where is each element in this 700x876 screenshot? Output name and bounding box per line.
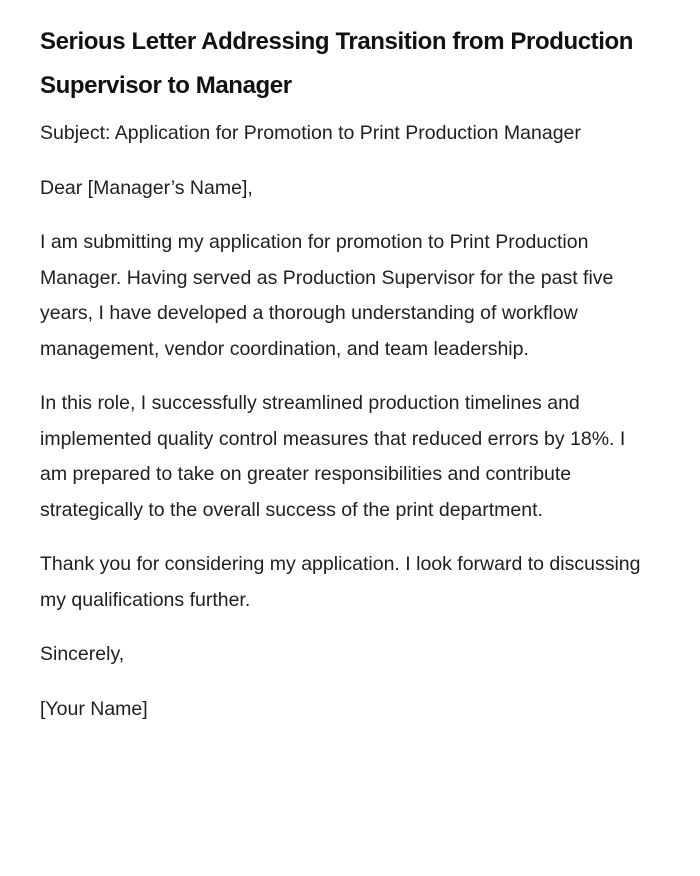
- letter-subject: Subject: Application for Promotion to Print Production Manager: [40, 122, 581, 144]
- letter-paragraph-thanks: Thank you for considering my application. I look forward to discussing my qualifications further.: [40, 553, 641, 611]
- letter-signature: [Your Name]: [40, 697, 148, 720]
- letter-salutation: Dear [Manager’s Name],: [40, 176, 253, 199]
- letter-paragraph-achievements: In this role, I successfully streamlined production timelines and implemented quality control measures that reduced errors by 18%. I am prepared to take on greater responsibilities and contribute strategically to the overall success of the print department.: [40, 392, 626, 521]
- letter-document: [40, 20, 650, 746]
- letter-paragraph-intro: I am submitting my application for promotion to Print Production Manager. Having served as Production Supervisor for the past five years, I have developed a thorough understanding of workflow management, vendor coordination, and team leadership.: [40, 231, 614, 360]
- letter-title: Serious Letter Addressing Transition from Production Supervisor to Manager: [40, 28, 634, 99]
- letter-closing: Sincerely,: [40, 643, 125, 665]
